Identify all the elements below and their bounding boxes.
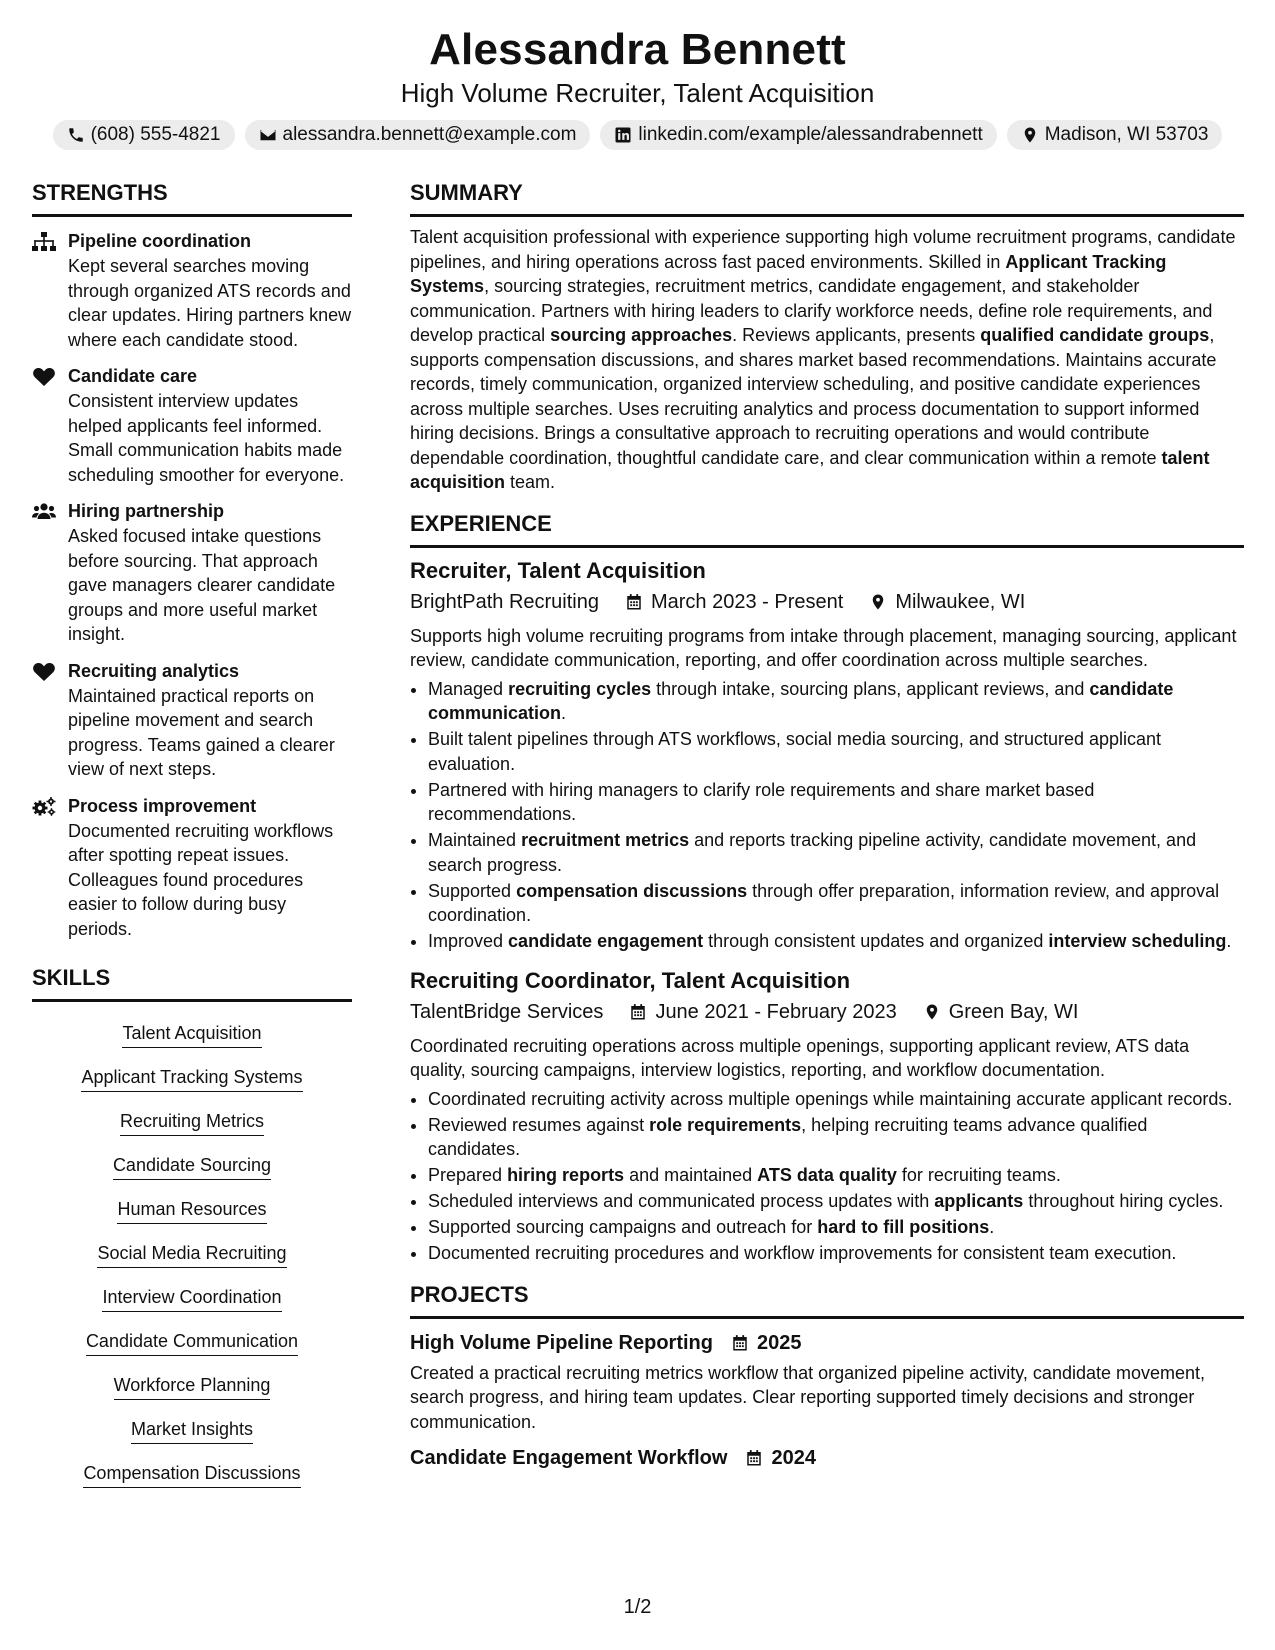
map-pin-icon [1021,126,1039,144]
phone-icon [67,126,85,144]
strength-title: Candidate care [68,366,198,386]
jobs-list [410,556,1244,1266]
email-contact[interactable] [245,120,591,150]
bold-text: sourcing approaches [550,325,733,345]
text-segment: team. [505,472,556,492]
bullet-item [428,778,1244,827]
strengths-heading: STRENGTHS [32,178,352,217]
project-year: 2024 [771,1447,816,1469]
heart-icon [32,364,58,487]
bold-text: recruitment metrics [521,830,690,850]
text-segment: Coordinated recruiting activity across multiple openings while maintaining accurate applicant records. [428,1088,1233,1109]
job-entry [410,966,1244,1266]
strength-item [32,229,352,352]
bullet-item [428,1087,1244,1112]
strength-title: Process improvement [68,795,257,816]
project-header [410,1444,1244,1472]
text-segment: Improved [428,931,509,951]
text-segment: Prepared [428,1165,508,1185]
text-segment: . [561,703,567,723]
bullet-item [428,929,1244,954]
email-text: alessandra.bennett@example.com [282,124,577,145]
text-segment: Built talent pipelines through ATS workflows, social media sourcing, and structured applicant evaluation. [428,729,1162,774]
bullet-item [428,879,1244,928]
job-description: Coordinated recruiting operations across multiple openings, supporting applicant review, ATS data quality, sourcing campaigns, interview logistics, reporting, and workflow documentation. [410,1035,1190,1080]
gears-icon [32,794,58,942]
bullet-item [428,1163,1244,1188]
job-description: Supports high volume recruiting programs from intake through placement, managing sourcing, applicant review, candidate communication, reporting, and offer coordination across multiple searches. [410,625,1237,670]
job-entry [410,556,1244,954]
calendar-icon [731,1334,749,1352]
bold-text: talent acquisition [410,447,1210,492]
bold-text: hard to fill positions [817,1217,990,1237]
linkedin-contact[interactable] [600,120,996,150]
text-segment: Scheduled interviews and communicated process updates with [428,1191,935,1211]
skill-tag: Talent Acquisition [122,1021,261,1048]
bold-text: role requirements [649,1114,802,1135]
strength-item [32,499,352,647]
linkedin-text: linkedin.com/example/alessandrabennett [638,124,983,145]
strength-description: Kept several searches moving through organized ATS records and clear updates. Hiring partners knew where each candidate stood. [68,256,352,350]
text-segment: . Reviews applicants, presents [732,325,981,345]
bullet-item [428,727,1244,776]
bold-text: recruiting cycles [508,678,652,699]
job-bullets [410,677,1244,954]
sitemap-icon [32,229,58,352]
bullet-item [428,1113,1244,1162]
strength-item [32,794,352,942]
project-title: Candidate Engagement Workflow [410,1447,728,1469]
envelope-icon [259,126,277,144]
job-title: Recruiting Coordinator, Talent Acquisition [410,967,851,993]
calendar-icon [745,1449,763,1467]
strength-body [68,364,352,487]
project-description: Created a practical recruiting metrics workflow that organized pipeline activity, candidate movement, search progress, and hiring team updates. Clear reporting supported timely decisions and stronger communication. [410,1362,1206,1432]
candidate-name: Alessandra Bennett [429,25,846,74]
bullet-item [428,677,1244,726]
skill-tag: Candidate Sourcing [113,1153,271,1180]
summary-heading: SUMMARY [410,178,1244,217]
bold-text: hiring reports [507,1165,625,1185]
text-segment: . [989,1217,995,1237]
job-title: Recruiter, Talent Acquisition [410,557,706,583]
text-segment: . [1226,931,1232,951]
strength-description: Documented recruiting workflows after spotting repeat issues. Colleagues found procedures easier to follow during busy periods. [68,820,334,939]
linkedin-icon [614,126,632,144]
text-segment: Documented recruiting procedures and workflow improvements for consistent team execution. [428,1243,1177,1263]
bold-text: compensation discussions [516,880,748,901]
skill-tag: Interview Coordination [102,1285,281,1312]
job-location: Green Bay, WI [948,1000,1079,1023]
phone-text: (608) 555-4821 [90,124,221,145]
map-pin-icon [869,593,887,611]
project-title: High Volume Pipeline Reporting [410,1331,713,1354]
text-segment: throughout hiring cycles. [1023,1191,1224,1211]
experience-heading: EXPERIENCE [410,509,1244,548]
text-segment: Supported sourcing campaigns and outreach for [428,1217,818,1237]
skills-list [32,1012,352,1496]
skill-tag: Compensation Discussions [83,1461,300,1488]
text-segment: through offer preparation, information review, and approval coordination. [428,880,1220,925]
bullet-item [428,1189,1244,1214]
job-meta [410,588,1244,616]
strength-item [32,364,352,487]
strength-body [68,229,352,352]
skill-tag: Human Resources [117,1197,266,1224]
bold-text: qualified candidate groups [980,325,1210,345]
job-company: BrightPath Recruiting [410,590,599,613]
job-meta [410,998,1244,1026]
phone-contact[interactable] [53,120,235,150]
right-column [410,178,1244,1472]
projects-heading: PROJECTS [410,1280,1244,1319]
job-company: TalentBridge Services [410,1000,604,1023]
text-segment: through consistent updates and organized [703,931,1049,951]
projects-list [410,1329,1244,1473]
job-dates: March 2023 - Present [650,590,844,613]
text-segment: Reviewed resumes against [428,1114,650,1135]
users-icon [32,499,58,647]
text-segment: Talent acquisition professional with experience supporting high volume recruitment programs, candidate pipelines, and hiring operations across fast paced environments. Skilled in [410,227,1236,272]
strength-body [68,499,352,647]
text-segment: Managed [428,678,509,699]
text-segment: Maintained [428,830,522,850]
text-segment: and maintained [624,1165,758,1185]
bold-text: Applicant Tracking Systems [410,251,1167,296]
strength-item [32,659,352,782]
strength-title: Pipeline coordination [68,231,252,251]
heart-icon [32,659,58,782]
text-segment: and reports tracking pipeline activity, candidate movement, and search progress. [428,830,1197,875]
text-segment: Supported [428,880,517,901]
strength-description: Asked focused intake questions before sourcing. That approach gave managers clearer candidate groups and more useful market insight. [68,526,336,644]
skill-tag: Candidate Communication [86,1329,298,1356]
bold-text: interview scheduling [1048,931,1227,951]
location-text: Madison, WI 53703 [1044,124,1209,145]
bold-text: candidate communication [428,678,1174,723]
strength-body [68,659,352,782]
contact-bar [0,120,1275,150]
location-contact [1007,120,1223,150]
project-year: 2025 [756,1331,802,1354]
left-column [32,178,352,1496]
calendar-icon [625,593,643,611]
bullet-item [428,1215,1244,1240]
skills-heading: SKILLS [32,963,352,1002]
bold-text: ATS data quality [757,1165,897,1185]
job-dates: June 2021 - February 2023 [655,1000,897,1023]
job-location: Milwaukee, WI [895,590,1026,613]
summary-text [410,225,1244,495]
text-segment: Partnered with hiring managers to clarify role requirements and share market based recommendations. [428,779,1095,824]
text-segment: through intake, sourcing plans, applicant reviews, and [651,678,1090,699]
strength-description: Maintained practical reports on pipeline movement and search progress. Teams gained a clearer view of next steps. [68,685,335,779]
skill-tag: Recruiting Metrics [120,1109,264,1136]
strength-title: Hiring partnership [68,501,225,521]
bullet-item [428,828,1244,877]
candidate-subtitle: High Volume Recruiter, Talent Acquisition [400,78,875,108]
strengths-list [32,229,352,941]
skill-tag: Applicant Tracking Systems [81,1065,302,1092]
page-number: 1/2 [623,1596,652,1618]
bold-text: applicants [934,1191,1024,1211]
text-segment: , sourcing strategies, recruitment metrics, candidate engagement, and stakeholder communication. Partners with hiring leaders to clarify workforce needs, define role requirements, and develop practical [410,276,1213,345]
text-segment: , helping recruiting teams advance qualified candidates. [428,1114,1148,1159]
strength-title: Recruiting analytics [68,660,240,681]
skill-tag: Market Insights [131,1417,253,1444]
text-segment: , supports compensation discussions, and shares market based recommendations. Maintains accurate records, timely communication, organized interview scheduling, and positive candidate experiences across multiple searches. Uses recruiting analytics and process documentation to support informed hiring decisions. Brings a consultative approach to recruiting operations and would contribute dependable coordination, thoughtful candidate care, and clear communication within a remote [410,325,1217,468]
skill-tag: Social Media Recruiting [97,1241,286,1268]
text-segment: for recruiting teams. [896,1165,1061,1185]
resume-header [0,24,1275,150]
strength-body [68,794,352,942]
map-pin-icon [923,1003,941,1021]
strength-description: Consistent interview updates helped applicants feel informed. Small communication habits made scheduling smoother for everyone. [68,391,345,485]
bullet-item [428,1241,1244,1266]
bold-text: candidate engagement [508,931,704,951]
project-header [410,1329,1244,1357]
skill-tag: Workforce Planning [114,1373,271,1400]
calendar-icon [629,1003,647,1021]
job-bullets [410,1087,1244,1266]
